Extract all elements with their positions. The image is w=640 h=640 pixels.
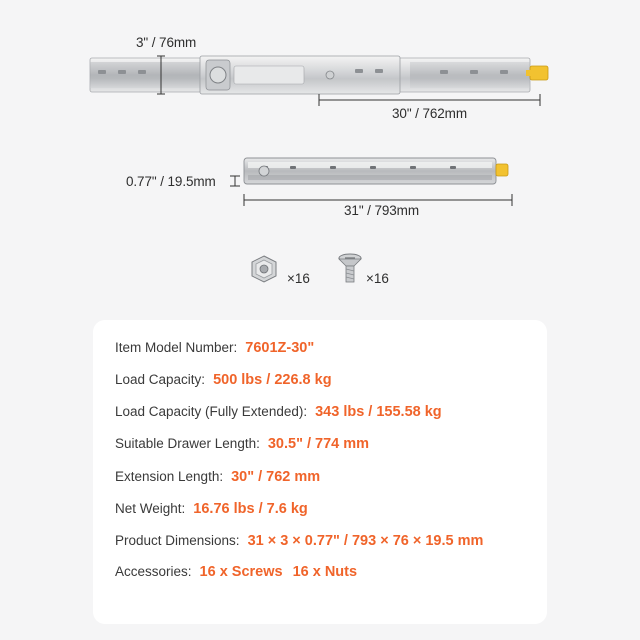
hex-nut-icon bbox=[252, 256, 276, 282]
nut-quantity: ×16 bbox=[287, 271, 310, 286]
spec-value: 7601Z-30" bbox=[245, 340, 315, 356]
spec-row-extension-length bbox=[115, 469, 320, 489]
thickness-label: 0.77" / 19.5mm bbox=[126, 174, 216, 189]
extended-slide-image bbox=[90, 56, 548, 94]
spec-row-model-number bbox=[115, 340, 314, 360]
spec-label: Net Weight: bbox=[115, 501, 186, 516]
spec-value: 343 lbs / 155.58 kg bbox=[315, 404, 442, 420]
spec-value: 30.5" / 774 mm bbox=[267, 436, 370, 452]
spec-value: 500 lbs / 226.8 kg bbox=[213, 372, 332, 388]
spec-value: 30" / 762 mm bbox=[231, 469, 321, 485]
thickness-dimension-marker bbox=[230, 176, 240, 186]
width-label: 3" / 76mm bbox=[136, 35, 197, 50]
slide-drawing bbox=[0, 0, 640, 310]
spec-value: 16.76 lbs / 7.6 kg bbox=[193, 501, 308, 517]
slide-diagram bbox=[0, 0, 640, 310]
spec-card bbox=[93, 320, 547, 624]
spec-row-net-weight bbox=[115, 501, 308, 521]
spec-value-nuts: 16 x Nuts bbox=[292, 564, 358, 580]
spec-value-screws: 16 x Screws bbox=[199, 564, 283, 580]
spec-row-load-capacity bbox=[115, 372, 332, 392]
spec-value: 31 × 3 × 0.77" / 793 × 76 × 19.5 mm bbox=[247, 533, 484, 549]
spec-label: Extension Length: bbox=[115, 469, 224, 484]
closed-slide-image bbox=[244, 158, 508, 184]
screw-quantity: ×16 bbox=[366, 271, 389, 286]
extension-length-label: 30" / 762mm bbox=[392, 106, 467, 121]
spec-label: Suitable Drawer Length: bbox=[115, 436, 260, 451]
spec-label: Load Capacity (Fully Extended): bbox=[115, 404, 308, 419]
closed-length-label: 31" / 793mm bbox=[344, 203, 419, 218]
spec-row-load-capacity-extended bbox=[115, 404, 442, 424]
spec-label: Item Model Number: bbox=[115, 340, 238, 355]
extension-dimension-line bbox=[319, 94, 540, 106]
spec-label: Product Dimensions: bbox=[115, 533, 240, 548]
screw-icon bbox=[339, 254, 361, 282]
spec-label: Load Capacity: bbox=[115, 372, 206, 387]
spec-label: Accessories: bbox=[115, 564, 192, 579]
spec-row-drawer-length bbox=[115, 436, 369, 456]
spec-row-accessories bbox=[115, 564, 357, 584]
spec-row-product-dimensions bbox=[115, 533, 483, 553]
